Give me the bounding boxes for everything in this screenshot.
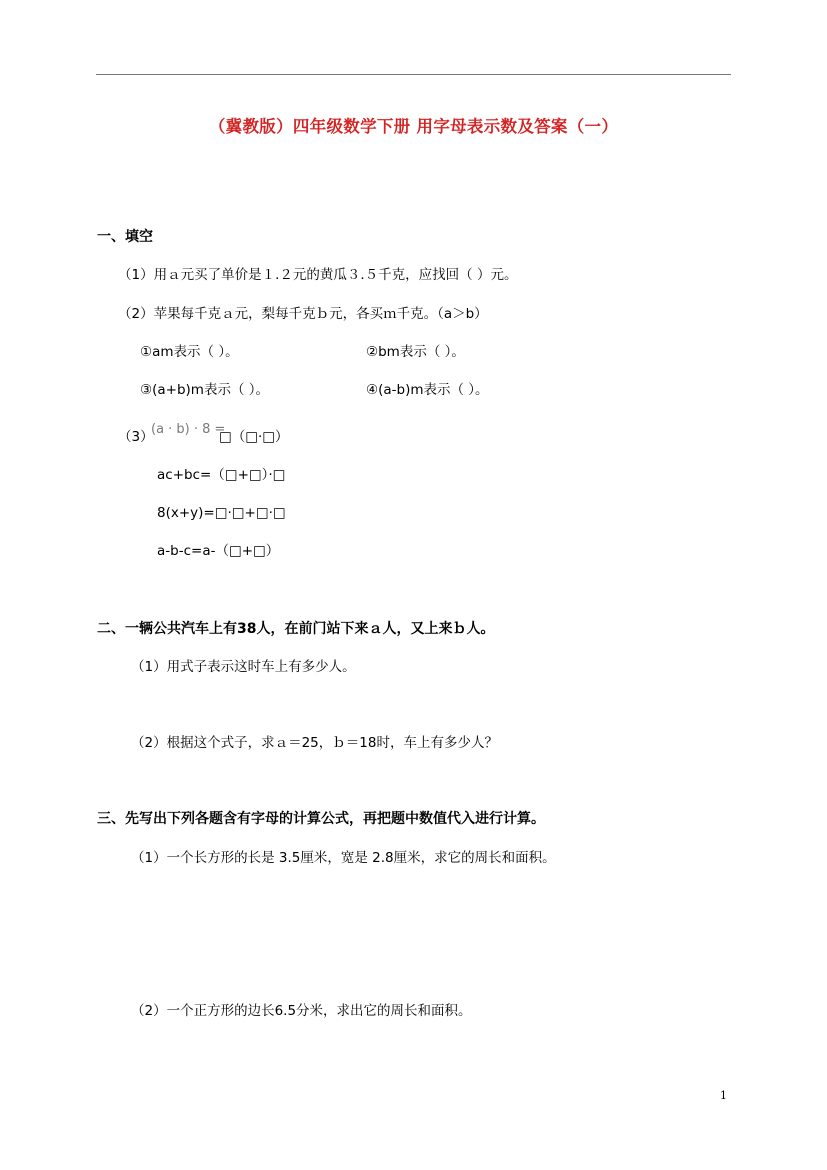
- question-1-2-item-1: ①am表示（ ）。: [140, 344, 239, 360]
- question-1-2: （2）苹果每千克ａ元，梨每千克ｂ元，各买ｍ千克。（a＞b）: [118, 306, 488, 322]
- question-1-3-line-1: □（□·□）: [219, 429, 289, 445]
- header-rule: [96, 74, 731, 75]
- question-1-2-item-2: ②bm表示（ ）。: [366, 344, 465, 360]
- question-1-3-line-2: ac+bc=（□+□）·□: [157, 467, 286, 483]
- page-title: （冀教版）四年级数学下册 用字母表示数及答案（一）: [208, 117, 619, 136]
- question-1-2-item-3: ③(a+b)m表示（ ）。: [140, 382, 269, 398]
- question-1-3-label: （3）: [118, 429, 154, 445]
- question-1-1: （1）用ａ元买了单价是１.２元的黄瓜３.５千克，应找回（ ）元。: [118, 267, 518, 283]
- question-1-3-line-4: a-b-c=a-（□+□）: [157, 543, 280, 559]
- question-2-2: （2）根据这个式子，求ａ＝25，ｂ＝18时，车上有多少人？: [131, 735, 498, 751]
- section-2-heading: 二、一辆公共汽车上有38人，在前门站下来ａ人，又上来ｂ人。: [97, 621, 495, 637]
- page-number: 1: [720, 1089, 727, 1102]
- question-2-1: （1）用式子表示这时车上有多少人。: [131, 659, 356, 675]
- question-3-2: （2）一个正方形的边长6.5分米，求出它的周长和面积。: [131, 1003, 472, 1019]
- question-1-3-line-3: 8(x+y)=□·□+□·□: [157, 505, 286, 521]
- question-1-3-formula: (a · b) · 8 =: [151, 422, 226, 437]
- question-3-1: （1）一个长方形的长是 3.5厘米，宽是 2.8厘米，求它的周长和面积。: [131, 850, 556, 866]
- section-3-heading: 三、先写出下列各题含有字母的计算公式，再把题中数值代入进行计算。: [97, 811, 545, 827]
- section-1-heading: 一、填空: [97, 229, 153, 245]
- question-1-2-item-4: ④(a-b)m表示（ ）。: [366, 382, 489, 398]
